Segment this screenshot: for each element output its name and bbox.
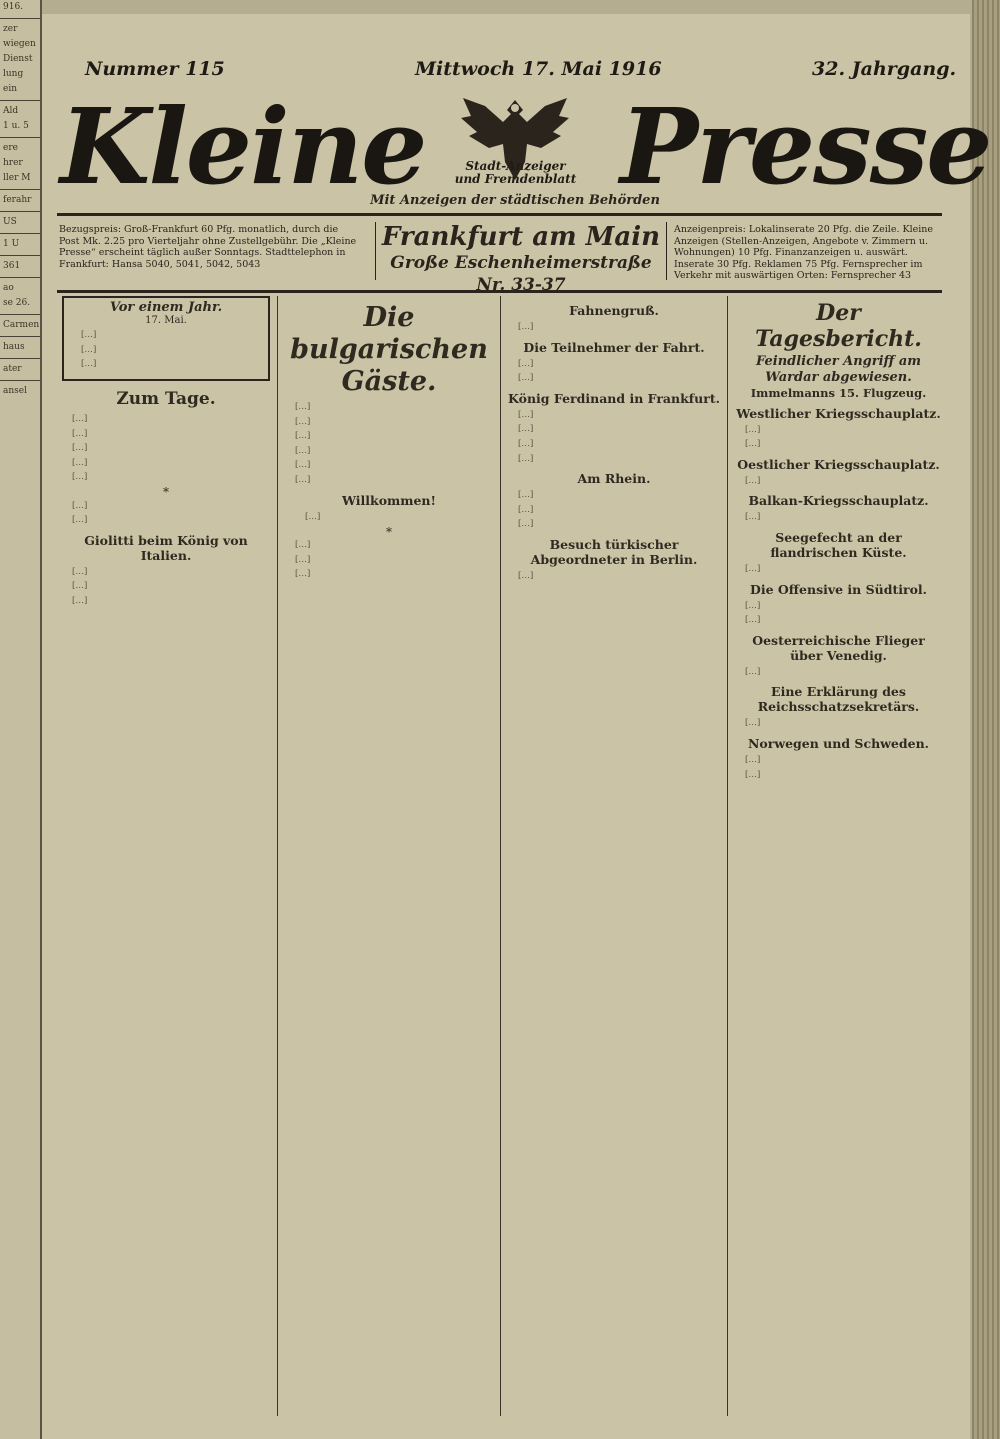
headline-bulgarian-guests: Die bulgarischen Gäste. [290, 302, 488, 397]
subheadline-wardar: Feindlicher Angriff am Wardar abgewiesen. [755, 354, 922, 385]
headline-tagesbericht: Der Tagesbericht. [755, 300, 922, 352]
volume-number: 32. Jahrgang. [812, 58, 957, 80]
column-4: Der Tagesbericht. Feindlicher Angriff am Wardar abgewiesen. Immelmanns 15. Flugzeug. Westlicher Kriegsschauplatz. […] […] Oestlicher Kriegsschauplatz. […] Balkan-Kriegsschauplatz. […] Seegefecht an der flandrischen Küste. […] Die Offensive in Südtirol. […] […] Oesterreichische Flieger über Venedig. […] Eine Erklärung des Reichsschatzsekretärs. […] Norwegen und Schweden. […] […] [736, 300, 941, 780]
separator-star: * [386, 524, 392, 539]
column-1: Vor einem Jahr. 17. Mai. […] […] […] Zum Tage. […] […] […] […] […] * […] […] Giolitti beim König von Italien. […] […] […] [62, 296, 270, 611]
headline-willkommen: Willkommen! [341, 492, 437, 508]
headline-zum-tage: Zum Tage. [116, 388, 216, 409]
headline-ost: Oestlicher Kriegsschauplatz. [737, 456, 940, 472]
subheadline-immelmann: Immelmanns 15. Flugzeug. [750, 386, 927, 400]
headline-venedig: Oesterreichische Flieger über Venedig. [752, 632, 925, 663]
issue-date: Mittwoch 17. Mai 1916 [415, 58, 662, 80]
headline-seegefecht: Seegefecht an der flandrischen Küste. [770, 529, 907, 560]
advertising-info: Anzeigenpreis: Lokalinserate 20 Pfg. die Zeile. Kleine Anzeigen (Stellen-Anzeigen, Angebote v. Zimmern u. Wohnungen) 10 Pfg. Finanzanzeigen u. auswärt. Inserate 30 Pfg. Reklamen 75 Pfg. Fernsprecher im Verkehr mit auswärtigen Orten: Fernsprecher 43 [674, 224, 934, 281]
headline-schatzsekretaer: Eine Erklärung des Reichsschatzsekretärs. [757, 684, 920, 715]
subtitle-line-1: Stadt-Anzeiger [465, 159, 566, 173]
headline-suedtirol: Die Offensive in Südtirol. [749, 581, 928, 597]
headline-teilnehmer: Die Teilnehmer der Fahrt. [523, 339, 705, 355]
subtitle-line-2: und Fremdenblatt [454, 172, 577, 186]
headline-west: Westlicher Kriegsschauplatz. [736, 405, 941, 421]
separator-star: * [163, 484, 169, 499]
headline-giolitti: Giolitti beim König von Italien. [84, 532, 248, 563]
masthead-tagline: Mit Anzeigen der städtischen Behörden [370, 193, 660, 208]
book-binding-edge [972, 0, 1000, 1439]
box-date: 17. Mai. [145, 314, 187, 326]
street-address: Große Eschenheimerstraße Nr. 33-37 [390, 253, 652, 295]
masthead-subtitle [448, 160, 583, 186]
headline-norwegen: Norwegen und Schweden. [747, 735, 930, 751]
city-block [375, 222, 667, 295]
city-name: Frankfurt am Main [381, 222, 661, 252]
welcome-poem: […] [305, 511, 321, 522]
headline-koenig-ferdinand: König Ferdinand in Frankfurt. [508, 390, 720, 406]
masthead-left-word: Kleine [60, 85, 426, 208]
issue-number: Nummer 115 [85, 58, 225, 80]
headline-am-rhein: Am Rhein. [577, 471, 651, 487]
column-rule [727, 296, 728, 1416]
column-2: Die bulgarischen Gäste. […] […] […] […] […] […] Willkommen! […] * […] […] […] [285, 296, 493, 584]
headline-balkan: Balkan-Kriegsschauplatz. [748, 493, 929, 509]
headline-fahnengruss: Fahnengruß. [569, 303, 659, 318]
headline-tuerkische-abgeordnete: Besuch türkischer Abgeordneter in Berlin. [530, 536, 698, 567]
previous-page-edge: 916. zer wiegen Dienst lung ein Ald 1 u. 5 ere hrer ller M ferahr US 1 U 361 ao se 26. Carmen haus ater ansel [0, 0, 42, 1439]
subscription-info: Bezugspreis: Groß-Frankfurt 60 Pfg. monatlich, durch die Post Mk. 2.25 pro Vierteljahr ohne Zustellgebühr. Die „Kleine Presse“ erscheint täglich außer Sonntags. Stadttelephon in Frankfurt: Hansa 5040, 5041, 5042, 5043 [59, 224, 357, 270]
info-bar [57, 213, 942, 293]
column-rule [500, 296, 501, 1416]
column-3: Fahnengruß. […] Die Teilnehmer der Fahrt. […] […] König Ferdinand in Frankfurt. […] […] […] […] Am Rhein. […] […] […] Besuch türkischer Abgeordneter in Berlin. […] [508, 303, 720, 581]
one-year-ago-box: Vor einem Jahr. 17. Mai. […] […] […] [62, 296, 270, 381]
column-rule [277, 296, 278, 1416]
masthead-right-word: Presse [620, 85, 991, 208]
box-title: Vor einem Jahr. [109, 300, 223, 315]
